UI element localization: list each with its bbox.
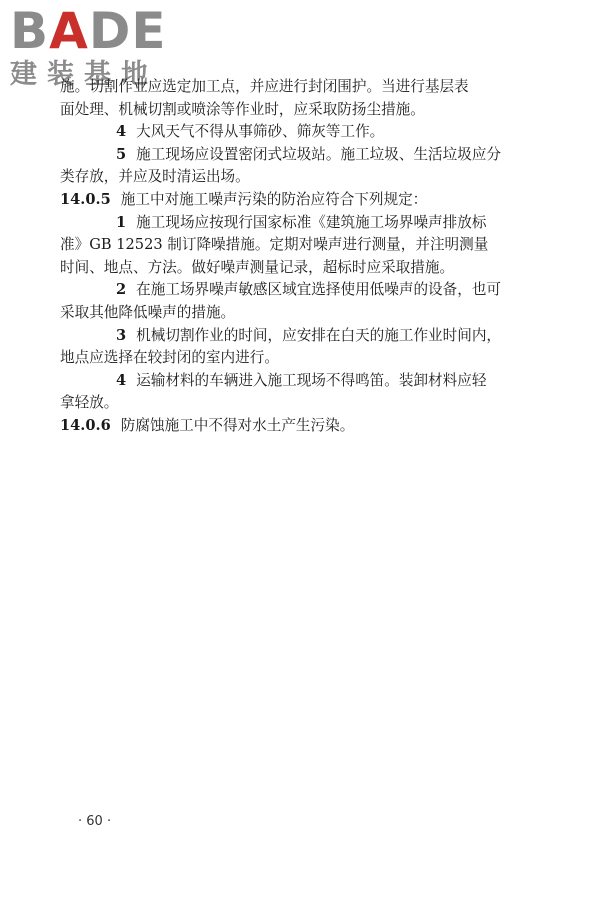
page-number: · 60 · xyxy=(78,814,112,829)
item-text: 大风天气不得从事筛砂、筛灰等工作。 xyxy=(136,123,385,141)
item-text: 在施工场界噪声敏感区域宜选择使用低噪声的设备，也可 xyxy=(136,281,502,299)
paragraph-line: 类存放，并应及时清运出场。 xyxy=(60,168,250,186)
logo-wordmark: BADE xyxy=(10,2,167,60)
document-body xyxy=(60,76,538,438)
logo-subtitle: 建装基地 xyxy=(10,59,158,90)
section-number: 14.0.6 xyxy=(60,416,111,434)
item-text: 运输材料的车辆进入施工现场不得鸣笛。装卸材料应轻 xyxy=(136,371,487,389)
paragraph-line: 面处理、机械切割或喷涂等作业时，应采取防扬尘措施。 xyxy=(60,100,425,118)
item-number: 4 xyxy=(116,123,127,141)
list-item-3 xyxy=(88,325,538,348)
paragraph-line: 拿轻放。 xyxy=(60,394,119,412)
item-number: 1 xyxy=(116,213,127,231)
list-item-1 xyxy=(88,212,538,235)
paragraph-line: 地点应选择在较封闭的室内进行。 xyxy=(60,349,279,367)
paragraph-line: 施。切割作业应选定加工点，并应进行封闭围护。当进行基层表 xyxy=(60,78,469,95)
paragraph-line: 准》GB 12523 制订降噪措施。定期对噪声进行测量，并注明测量 xyxy=(60,236,489,254)
paragraph-line: 采取其他降低噪声的措施。 xyxy=(60,303,236,321)
section-14-0-5 xyxy=(60,189,538,212)
list-item-4 xyxy=(88,121,538,144)
section-number: 14.0.5 xyxy=(60,190,111,208)
list-item-2 xyxy=(88,279,538,302)
item-text: 施工现场应按现行国家标准《建筑施工场界噪声排放标 xyxy=(136,213,487,231)
item-number: 3 xyxy=(116,326,127,344)
paragraph-line: 时间、地点、方法。做好噪声测量记录，超标时应采取措施。 xyxy=(60,258,455,276)
section-heading: 施工中对施工噪声污染的防治应符合下列规定： xyxy=(120,190,428,208)
item-number: 2 xyxy=(116,281,127,299)
item-number: 5 xyxy=(116,145,127,163)
item-text: 施工现场应设置密闭式垃圾站。施工垃圾、生活垃圾应分 xyxy=(136,145,502,163)
list-item-4b xyxy=(88,370,538,393)
item-text: 机械切割作业的时间，应安排在白天的施工作业时间内， xyxy=(136,326,502,344)
list-item-5 xyxy=(88,144,538,167)
section-14-0-6 xyxy=(60,415,538,438)
section-heading: 防腐蚀施工中不得对水土产生污染。 xyxy=(120,416,355,434)
item-number: 4 xyxy=(116,371,127,389)
